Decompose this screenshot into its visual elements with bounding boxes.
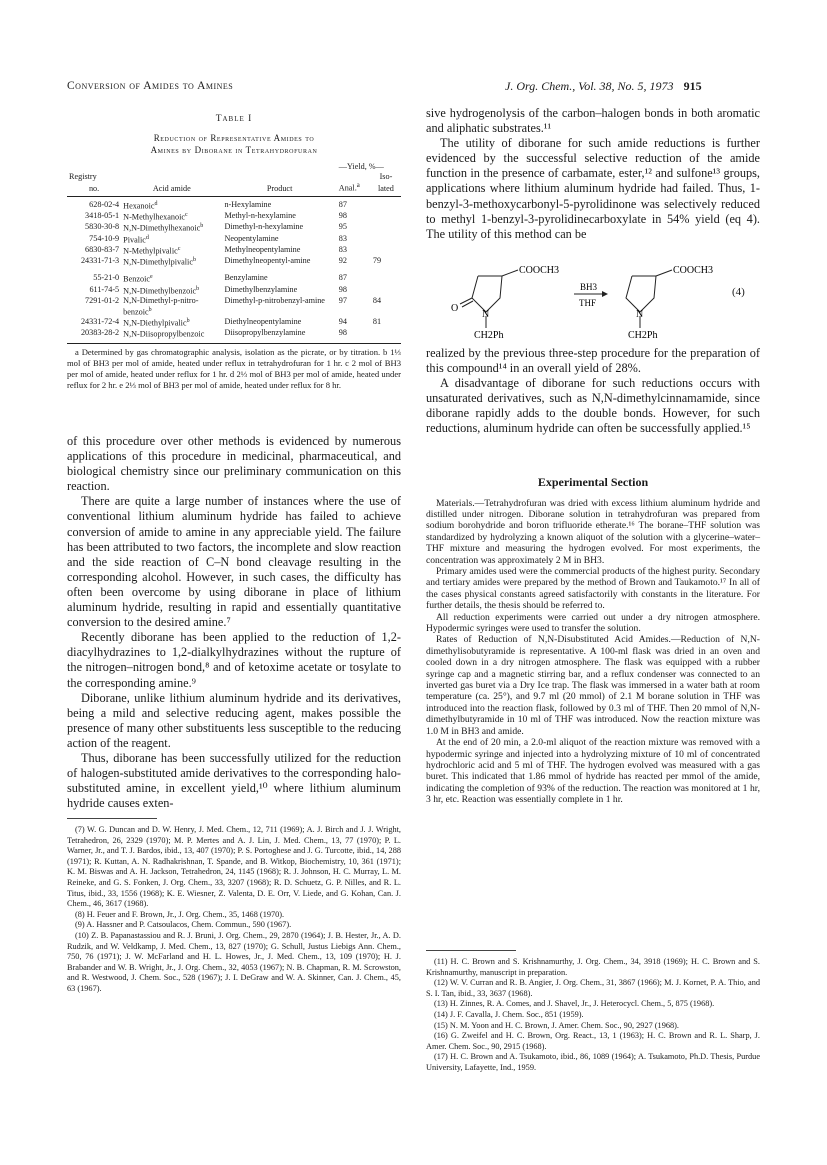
acid-amide-name: Benzoic (123, 275, 150, 285)
acid-amide-footnote-mark: d (145, 234, 149, 241)
product-name: Methylneopentylamine (224, 244, 301, 254)
analytical-yield: 98 (338, 284, 347, 294)
running-title: Conversion of Amides to Amines (67, 80, 234, 92)
isolated-yield: 79 (372, 256, 382, 266)
anal-header (337, 181, 371, 196)
isolated-header-bottom: lated (371, 181, 401, 196)
isolated-yield: 84 (372, 296, 382, 306)
reference-9: (9) A. Hassner and P. Catsoulacos, Chem. Commun., 590 (1967). (75, 920, 292, 930)
isolated-yield: 81 (372, 317, 382, 327)
reactant-substituent: COOCH3 (519, 265, 560, 276)
table-row (67, 211, 401, 222)
experimental-paragraph-4: Rates of Reduction of N,N-Disubstituted Acid Amides.—Reduction of N,N-dimethylisobutyramide is representative. A 100-ml flask was dried in an oven and cooled down in a dry nitrogen atmosphere. The flask was equipped with a rubber syringe cap and a magnetic stirring bar, and a reflux condenser was connected to an inverted gas buret via a Dry Ice trap. The flask was immersed in a water bath at room temperature (ca. 25°), and 9.7 ml (20 mmol) of 2.1 M borane solution in THF was introduced into the reaction flask, followed by 0.3 ml of THF. Then 20 mmol of N,N-dimethylbutyramide in 10 ml of THF was introduced. Now the reaction mixture was 1.0 M in BH3 and amide. (426, 634, 760, 737)
acid-amide-name: Pivalic (123, 235, 146, 245)
reagent-top: BH3 (580, 282, 598, 292)
reference-12: (12) W. V. Curran and R. B. Angier, J. Org. Chem., 31, 3867 (1966); M. J. Kornet, P. A. Thio, and S. I. Tan, ibid., 33, 3637 (1968). (426, 978, 760, 998)
reference-7: (7) W. G. Duncan and D. W. Henry, J. Med. Chem., 12, 711 (1969); A. J. Birch and J. J. Wright, Tetrahedron, 26, 2329 (1970); M. P. Mertes and A. J. Lin, J. Med. Chem., 13, 77 (1970); P. L. Warner, Jr., and T. J. Bardos, ibid., 13, 407 (1970); P. S. Portoghese and J. G. Turcotte, ibid., 14, 288 (1971); R. Kuttan, A. N. Radhakrishnan, T. Spande, and B. Witkop, Biochemistry, 10, 361 (1971); K. M. Biswas and A. H. Jackson, Tetrahedron, 24, 1145 (1968); R. J. Johnson, H. C. Murray, L. M. Reineke, and G. S. Fonken, J. Org. Chem., 33, 3207 (1968); R. D. Schuetz, G. P. Nilles, and R. L. Titus, ibid., 33, 1556 (1968); K. E. Wiesner, Z. Valenta, D. E. Orr, V. Liede, and G. Kohan, Can. J. Chem., 46, 3617 (1968). (67, 825, 401, 909)
left-paragraph-4: Diborane, unlike lithium aluminum hydride and its derivatives, being a mild and selective reducing agent, makes possible the presence of many other substituents less susceptible to the reducing action of the reagent. (67, 690, 401, 750)
analytical-yield: 97 (338, 296, 347, 306)
anal-header-sup: a (356, 182, 360, 190)
acid-amide-footnote-mark: b (186, 318, 190, 325)
acid-amide (121, 296, 222, 317)
reaction-arrow (574, 282, 608, 308)
table-row (67, 285, 401, 296)
equation-4 (426, 258, 760, 342)
acid-amide-name: N,N-Diethylpivalic (123, 318, 187, 328)
isolated-yield (371, 285, 401, 296)
isolated-header-top: Iso- (379, 171, 393, 181)
right-paragraph-2: The utility of diborane for such amide reductions is further evidenced by the successful selective reduction of the amide function in the presence of carbamate, ester,¹² and sulfone¹³ groups, applications where lithium aluminum hydride had failed. Thus, 1-benzyl-3-methoxycarbonyl-5-pyrolidinone was selectively reduced to methyl 1-benzyl-3-pyrolidinecarboxylate in 54% yield (eq 4). The utility of this method can be (426, 136, 760, 241)
product-name: Neopentylamine (224, 233, 279, 243)
product-name: Dimethylneopentyl-amine (224, 256, 311, 266)
acid-amide-footnote-mark: c (177, 245, 181, 252)
registry-no-header: no. (67, 181, 121, 196)
analytical-yield: 92 (338, 256, 347, 266)
right-column-mid (426, 346, 760, 806)
left-paragraph-2: There are quite a large number of instances where the use of conventional lithium aluminum hydride has failed to achieve conversion of amide to amine in any appreciable yield. The failure has been attributed to two factors, the incomplete and slow reaction and the side reaction of C–N bond cleavage resulting in the corresponding alcohol. However, in such cases, the difficulty has often been overcome by using diborane in place of lithium aluminum hydride, resulting in rapid and essentially quantitative conversion to the desired amine.⁷ (67, 494, 401, 630)
reference-17: (17) H. C. Brown and A. Tsukamoto, ibid., 86, 1089 (1964); A. Tsukamoto, Ph.D. Thesis, Purdue University, Lafayette, Ind., 1959. (426, 1052, 760, 1072)
reference-8: (8) H. Feuer and F. Brown, Jr., J. Org. Chem., 35, 1468 (1970). (75, 909, 285, 919)
registry-number: 3418-05-1 (85, 210, 120, 220)
table-row (67, 317, 401, 328)
product-benzyl: CH2Ph (628, 330, 658, 341)
product-substituent: COOCH3 (673, 265, 714, 276)
left-column (67, 112, 401, 993)
table-row (67, 256, 401, 267)
acid-amide-name: N,N-Dimethylbenzoic (123, 286, 197, 296)
reactant-benzyl: CH2Ph (474, 330, 504, 341)
reference-15: (15) N. M. Yoon and H. C. Brown, J. Amer. Chem. Soc., 90, 2927 (1968). (434, 1020, 679, 1030)
acid-amide-footnote-mark: e (149, 274, 153, 281)
anal-header-text: Anal. (338, 183, 357, 193)
journal-name: J. Org. Chem., Vol. 38, No. 5, 1973 (505, 79, 674, 93)
reagent-bottom: THF (579, 298, 597, 308)
analytical-yield: 98 (337, 328, 371, 343)
experimental-paragraph-2: Primary amides used were the commercial products of the highest purity. Secondary and tertiary amides were prepared by the method of Brown and Taukamoto.¹⁷ In all of the cases physical constants agreed satisfactorily with constants in the literature. For further details, the thesis should be referred to. (426, 566, 760, 612)
isolated-yield (371, 196, 401, 211)
reference-16: (16) G. Zweifel and H. C. Brown, Org. React., 13, 1 (1963); H. C. Brown and R. L. Sharp, J. Amer. Chem. Soc., 90, 2915 (1968). (426, 1031, 760, 1051)
left-paragraph-3: Recently diborane has been applied to the reduction of 1,2-diacylhydrazines to 1,2-dialkylhydrazines without the rupture of the nitrogen–nitrogen bond,⁸ and of ketoxime acetate or tosylate to the corresponding amine.⁹ (67, 630, 401, 690)
product-n: N (636, 309, 644, 320)
acid-amide (121, 196, 222, 211)
analytical-yield: 83 (338, 244, 347, 254)
analytical-yield: 98 (338, 210, 347, 220)
product-name: Dimethyl-p-nitrobenzyl-amine (224, 296, 325, 306)
product-name: n-Hexylamine (224, 199, 272, 209)
acid-amide (121, 245, 222, 256)
acid-amide-name: N,N-Diisopropylbenzoic (123, 330, 205, 340)
table-row (67, 245, 401, 256)
journal-citation (505, 79, 702, 94)
acid-amide (121, 267, 222, 284)
acid-amide (121, 234, 222, 245)
equation-label: (4) (732, 286, 745, 298)
product-name: Methyl-n-hexylamine (224, 210, 296, 220)
isolated-yield (371, 234, 401, 245)
registry-header: Registry (69, 171, 97, 181)
isolated-yield (371, 245, 401, 256)
registry-number: 55-21-0 (93, 273, 120, 283)
registry-number: 20383-28-2 (67, 328, 121, 343)
table-caption-line2: Amines by Diborane in Tetrahydrofuran (150, 145, 318, 155)
acid-amide-footnote-mark: b (196, 285, 200, 292)
table-row (67, 222, 401, 233)
results-table (67, 162, 401, 344)
product-name: Dimethylbenzylamine (224, 284, 298, 294)
analytical-yield: 94 (338, 317, 347, 327)
acid-amide-footnote-mark: c (185, 211, 188, 218)
analytical-yield: 83 (338, 233, 347, 243)
acid-amide-footnote-mark: b (192, 257, 196, 264)
reference-10: (10) Z. B. Papanastassiou and R. J. Bruni, J. Org. Chem., 29, 2870 (1964); J. B. Hester, Jr., A. D. Rudzik, and W. Veldkamp, J. Med. Chem., 13, 827 (1970); G. Schull, Justus Liebigs Ann. Chem., 750, 76 (1971); J. W. McFarland and H. L. Howes, Jr., J. Med. Chem., 13, 109 (1970); H. J. Brabander and W. B. Wright, Jr., J. Org. Chem., 32, 4053 (1967); N. B. Chapman, R. M. Scrowston, and R. Westwood, J. Chem. Soc., 528 (1967); J. I. DeGraw and W. A. Skinner, Can. J. Chem., 45, 63 (1967). (67, 930, 401, 993)
registry-number: 6830-83-7 (85, 244, 120, 254)
registry-number: 754-10-9 (89, 233, 120, 243)
analytical-yield: 87 (338, 273, 347, 283)
product-name: Diethylneopentylamine (224, 317, 302, 327)
experimental-paragraph-3: All reduction experiments were carried out under a dry nitrogen atmosphere. Hypodermic syringes were used to transfer the solution. (426, 611, 760, 635)
experimental-paragraph-5: At the end of 20 min, a 2.0-ml aliquot of the reaction mixture was removed with a hypodermic syringe and injected into a hydrolyzing mixture of 10 ml of concentrated hydrochloric acid and 5 ml of THF. The hydrogen evolved was measured with a gas buret. This indicated that 1.86 mmol of hydride has reacted per mmol of the amide, indicating the completion of 93% of the reduction. The reaction was monitored at 1 hr, 3 hr, etc. Reaction was essentially complete in 1 hr. (426, 737, 760, 806)
analytical-yield: 95 (338, 222, 347, 232)
acid-amide-name: N-Methylhexanoic (123, 212, 185, 222)
table-row (67, 234, 401, 245)
left-references (67, 818, 401, 995)
table-row (67, 196, 401, 211)
right-column (426, 106, 760, 242)
table-row (67, 328, 401, 343)
acid-amide (121, 222, 222, 233)
right-paragraph-3: realized by the previous three-step procedure for the preparation of this compound¹⁴ in an overall yield of 28%. (426, 346, 760, 376)
product-structure (626, 270, 672, 328)
table-footnote: a Determined by gas chromatographic analysis, isolation as the picrate, or by titration. b 1⅓ mol of BH3 per mol of amide, heated under reflux in tetrahydrofuran for 1 hr. c 2 mol of BH3 per mol of amide, heated under reflux for 1 hr. d 2⅓ mol of BH3 per mol of amide, heated under reflux for 2 hr. e 2⅓ mol of BH3 per mol of amide, heated under reflux for 8 hr. (67, 346, 401, 390)
acid-amide (121, 211, 222, 222)
right-references (426, 950, 760, 1074)
right-paragraph-4: A disadvantage of diborane for such reductions occurs with unsaturated derivatives, such as N,N-dimethylcinnamamide, since diborane rapidly adds to the double bonds. However, for such reductions, aluminum hydride can often be successfully applied.¹⁵ (426, 376, 760, 436)
registry-number: 5830-30-8 (85, 222, 120, 232)
product-name: Dimethyl-n-hexylamine (224, 222, 304, 232)
experimental-title: Experimental Section (537, 474, 649, 489)
reactant-carbonyl-o: O (451, 303, 459, 314)
table-caption (67, 132, 401, 156)
left-paragraph-1: of this procedure over other methods is evidenced by numerous applications of this procedure in medicinal, pharmaceutical, and biological chemistry since our preliminary communication on this reaction. (67, 434, 401, 494)
acid-amide-name: N,N-Dimethylpivalic (123, 257, 193, 267)
acid-amide-footnote-mark: b (148, 306, 152, 313)
page-number: 915 (683, 79, 702, 93)
acid-amide (121, 328, 222, 343)
registry-number: 7291-01-2 (85, 296, 120, 306)
footnote-rule-right (426, 950, 516, 951)
reference-11: (11) H. C. Brown and S. Krishnamurthy, J. Org. Chem., 34, 3918 (1969); H. C. Brown and S. Krishnamurthy, manuscript in preparation. (426, 957, 760, 977)
experimental-paragraph-1: Materials.—Tetrahydrofuran was dried with excess lithium aluminum hydride and distilled under nitrogen. Diborane solution in tetrahydrofuran was prepared from sodium borohydride and boron trifluoride etherate.¹⁶ The borane–THF solution was standardized by hydrolyzing a known aliquot of the solution with a glycerine–water–THF mixture and measuring the hydrogen evolved. For most experiments, the concentration was approximately 2 M in BH3. (426, 497, 760, 566)
table-row (67, 267, 401, 284)
product-name: Benzylamine (224, 273, 268, 283)
right-paragraph-1: sive hydrogenolysis of the carbon–halogen bonds in both aromatic and aliphatic substrates.¹¹ (426, 106, 760, 136)
acid-amide (121, 285, 222, 296)
left-paragraph-5: Thus, diborane has been successfully utilized for the reduction of halogen-substituted amide derivatives to the corresponding halo-substituted amine, in excellent yield,¹⁰ where lithium aluminum hydride causes exten- (67, 750, 401, 811)
footnote-rule (67, 818, 157, 819)
isolated-yield (371, 222, 401, 233)
registry-number: 24331-71-3 (80, 256, 120, 266)
acid-amide (121, 317, 222, 328)
registry-number: 628-02-4 (89, 199, 120, 209)
product-header: Product (222, 181, 336, 196)
acid-amide-name: N,N-Dimethylhexanoic (123, 223, 201, 233)
reaction-scheme (426, 258, 760, 342)
registry-number: 611-74-5 (89, 284, 120, 294)
acid-amide-name: N-Methylpivalic (123, 246, 178, 256)
reactant-n: N (482, 309, 490, 320)
table-caption-line1: Reduction of Representative Amides to (153, 133, 315, 143)
registry-number: 24331-72-4 (80, 317, 120, 327)
isolated-yield (371, 211, 401, 222)
reference-13: (13) H. Zinnes, R. A. Comes, and J. Shavel, Jr., J. Heterocycl. Chem., 5, 875 (1968). (434, 999, 715, 1009)
table-label: Table I (215, 114, 253, 124)
isolated-yield (371, 328, 401, 343)
acid-amide-footnote-mark: b (200, 223, 204, 230)
isolated-yield (371, 267, 401, 284)
acid-amide (121, 256, 222, 267)
acid-amide-header: Acid amide (121, 181, 222, 196)
acid-amide-name: Hexanoic (123, 201, 155, 211)
acid-amide-name: N,N-Dimethyl-p-nitro-benzoic (123, 296, 199, 317)
analytical-yield: 87 (338, 199, 347, 209)
yield-header: —Yield, %— (338, 162, 384, 171)
left-body (67, 434, 401, 811)
table-row (67, 296, 401, 317)
reference-14: (14) J. F. Cavalla, J. Chem. Soc., 851 (1959). (434, 1009, 584, 1019)
product-name: Diisopropylbenzylamine (222, 328, 336, 343)
acid-amide-footnote-mark: d (154, 200, 158, 207)
